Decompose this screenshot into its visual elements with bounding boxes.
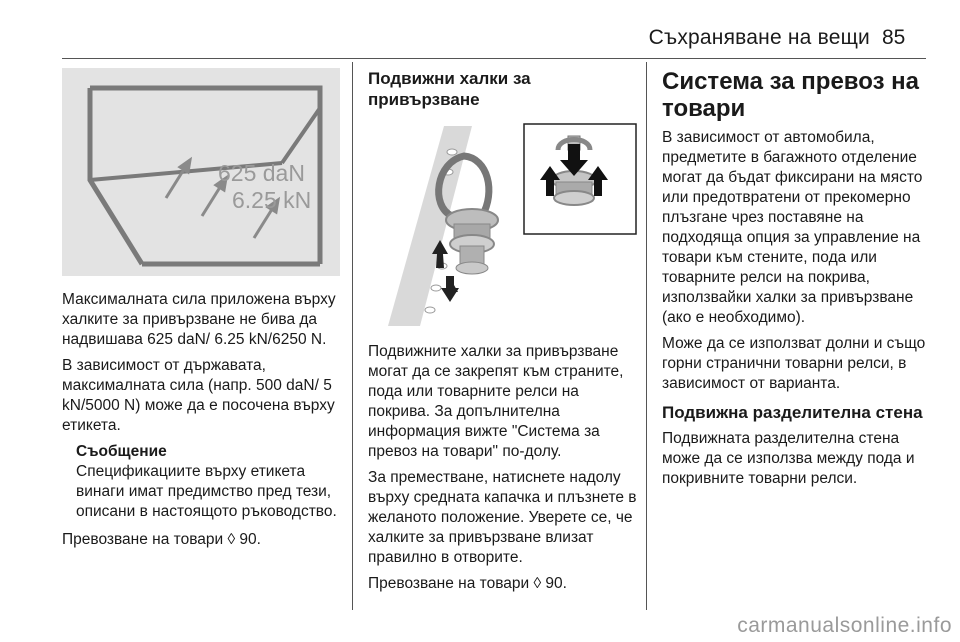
note-text: Спецификациите върху етикета винаги имат предимство пред тези, описани в настоящото ръководство. bbox=[76, 463, 337, 520]
middle-column-heading-block bbox=[368, 68, 640, 118]
left-column bbox=[62, 290, 344, 556]
left-para-1: Максималната сила приложена върху халките за привързване не бива да надвишава 625 daN/ 6.25 kN/6250 N. bbox=[62, 291, 336, 348]
figure-label-dan: 625 daN bbox=[218, 160, 305, 186]
middle-para-2: За преместване, натиснете надолу върху средната капачка и плъзнете в желаното положение. Уверете се, че халките за привързване влизат правилно в отворите. bbox=[368, 469, 637, 566]
left-xref-link[interactable]: Превозване на товари ◊ 90. bbox=[62, 531, 261, 548]
right-subheading: Подвижна разделителна стена bbox=[662, 403, 923, 422]
load-force-figure bbox=[62, 68, 340, 276]
tie-down-ring-figure bbox=[368, 116, 640, 326]
middle-xref-link[interactable]: Превозване на товари ◊ 90. bbox=[368, 575, 567, 592]
figure-label-kn: 6.25 kN bbox=[232, 187, 312, 213]
header-rule bbox=[62, 58, 926, 59]
right-para-2: Може да се използват долни и също горни странични товарни релси, в зависимост от варианта. bbox=[662, 335, 926, 392]
right-para-3: Подвижната разделителна стена може да се използва между пода и покривните товарни релси. bbox=[662, 430, 915, 487]
note-title: Съобщение bbox=[76, 443, 167, 460]
column-divider-left bbox=[352, 62, 353, 610]
middle-column-body bbox=[368, 342, 644, 600]
column-divider-right bbox=[646, 62, 647, 610]
watermark: carmanualsonline.info bbox=[737, 614, 952, 637]
tie-down-ring-illustration bbox=[368, 116, 640, 326]
right-heading: Система за превоз на товари bbox=[662, 68, 920, 122]
page-header-title: Съхраняване на вещи bbox=[648, 26, 870, 49]
load-force-illustration bbox=[62, 68, 340, 276]
page-number: 85 bbox=[882, 26, 906, 49]
middle-heading: Подвижни халки за привързване bbox=[368, 69, 531, 109]
right-column bbox=[662, 68, 932, 495]
note-box bbox=[62, 442, 344, 522]
middle-para-1: Подвижните халки за привързване могат да се закрепят към страните, пода или товарните релси на покрива. За допълнителна информация вижте "Система за превоз на товари" по-долу. bbox=[368, 343, 624, 460]
right-para-1: В зависимост от автомобила, предметите в багажното отделение могат да бъдат фиксирани на място или предотвратени от прекомерно плъзгане чрез поставяне на подходяща опция за управление на товари към стените, пода или товарните релси на покрива, използвайки халки за привързване (ако е необходимо). bbox=[662, 129, 923, 326]
left-para-2: В зависимост от държавата, максималната сила (напр. 500 daN/ 5 kN/5000 N) може да е посочена върху етикета. bbox=[62, 357, 335, 434]
